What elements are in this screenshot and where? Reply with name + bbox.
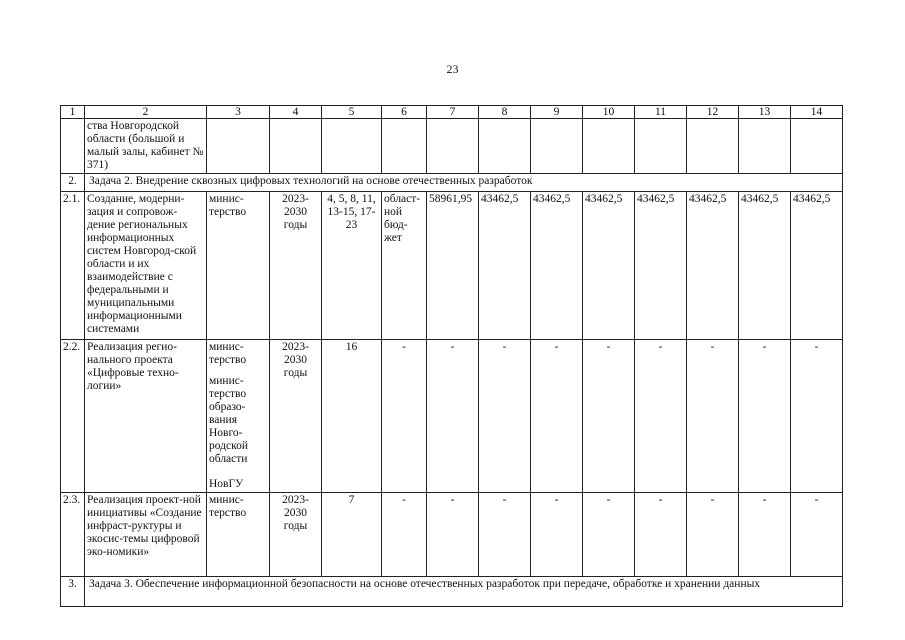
executor-cell	[207, 340, 270, 493]
event-name-cell: ства Новгородской области (большой и малый залы, кабинет № 371)	[85, 119, 207, 174]
column-number: 11	[635, 106, 687, 119]
value-cell: -	[635, 340, 687, 493]
cell-empty	[635, 119, 687, 174]
column-number: 1	[61, 106, 85, 119]
task-title: Задача 2. Внедрение сквозных цифровых технологий на основе отечественных разработок	[85, 174, 843, 192]
value-cell: 43462,5	[479, 192, 531, 340]
targets-cell: 4, 5, 8, 11, 13-15, 17-23	[322, 192, 382, 340]
column-number: 6	[382, 106, 427, 119]
cell-empty	[531, 119, 583, 174]
column-number: 4	[270, 106, 322, 119]
task-title: Задача 3. Обеспечение информационной безопасности на основе отечественных разработок при передаче, обработке и хранении данных	[85, 577, 843, 607]
value-cell: -	[531, 340, 583, 493]
value-cell: -	[427, 340, 479, 493]
value-cell: -	[635, 493, 687, 577]
value-cell: -	[687, 493, 739, 577]
column-number: 9	[531, 106, 583, 119]
column-number: 13	[739, 106, 791, 119]
value-cell: -	[791, 340, 843, 493]
cell-empty	[791, 119, 843, 174]
value-cell: -	[479, 340, 531, 493]
page-number: 23	[446, 62, 459, 76]
targets-cell: 16	[322, 340, 382, 493]
cell-empty	[322, 119, 382, 174]
column-number: 2	[85, 106, 207, 119]
source-cell: -	[382, 493, 427, 577]
value-cell: -	[427, 493, 479, 577]
value-cell: 43462,5	[635, 192, 687, 340]
column-number: 8	[479, 106, 531, 119]
column-number: 14	[791, 106, 843, 119]
cell-empty	[687, 119, 739, 174]
value-cell: 58961,95	[427, 192, 479, 340]
value-cell: 43462,5	[791, 192, 843, 340]
column-number-row	[61, 106, 843, 119]
task-2-row	[61, 174, 843, 192]
value-cell: 43462,5	[739, 192, 791, 340]
task-3-row	[61, 577, 843, 607]
executor-cell: минис-терство	[207, 493, 270, 577]
value-cell: -	[583, 340, 635, 493]
value-cell: -	[739, 340, 791, 493]
value-cell: 43462,5	[583, 192, 635, 340]
cell-empty	[479, 119, 531, 174]
task-number: 3.	[61, 577, 85, 607]
row-number: 2.1.	[61, 192, 85, 340]
value-cell: -	[687, 340, 739, 493]
event-name-cell: Реализация регио-нального проекта «Цифровые техно-логии»	[85, 340, 207, 493]
executor-1: минис-терство	[209, 341, 247, 366]
cell-empty	[427, 119, 479, 174]
cell-empty	[61, 119, 85, 174]
period-cell: 2023-2030 годы	[270, 192, 322, 340]
value-cell: -	[583, 493, 635, 577]
continuation-row	[61, 119, 843, 174]
column-number: 10	[583, 106, 635, 119]
event-name-cell: Создание, модерни-зация и сопровож-дение региональных информационных систем Новгород-ской области и их взаимодействие с федеральными и муниципальными информационными системами	[85, 192, 207, 340]
source-cell: област-ной бюд-жет	[382, 192, 427, 340]
value-cell: -	[479, 493, 531, 577]
value-cell: -	[739, 493, 791, 577]
value-cell: 43462,5	[687, 192, 739, 340]
event-name-cell: Реализация проект-ной инициативы «Создание инфраст-руктуры и экосис-темы цифровой эко-номики»	[85, 493, 207, 577]
column-number: 5	[322, 106, 382, 119]
row-number: 2.3.	[61, 493, 85, 577]
value-cell: 43462,5	[531, 192, 583, 340]
cell-empty	[207, 119, 270, 174]
targets-cell: 7	[322, 493, 382, 577]
executor-cell: минис-терство	[207, 192, 270, 340]
row-2-3	[61, 493, 843, 577]
period-cell: 2023-2030 годы	[270, 493, 322, 577]
row-number: 2.2.	[61, 340, 85, 493]
source-cell: -	[382, 340, 427, 493]
column-number: 3	[207, 106, 270, 119]
program-table	[60, 105, 843, 607]
column-number: 12	[687, 106, 739, 119]
executor-2: минис-терство образо-вания Новго-родской области	[209, 375, 249, 465]
cell-empty	[270, 119, 322, 174]
value-cell: -	[791, 493, 843, 577]
column-number: 7	[427, 106, 479, 119]
row-2-2	[61, 340, 843, 493]
cell-empty	[739, 119, 791, 174]
executor-3: НовГУ	[209, 478, 244, 490]
cell-empty	[583, 119, 635, 174]
row-2-1	[61, 192, 843, 340]
period-cell: 2023-2030 годы	[270, 340, 322, 493]
value-cell: -	[531, 493, 583, 577]
task-number: 2.	[61, 174, 85, 192]
cell-empty	[382, 119, 427, 174]
